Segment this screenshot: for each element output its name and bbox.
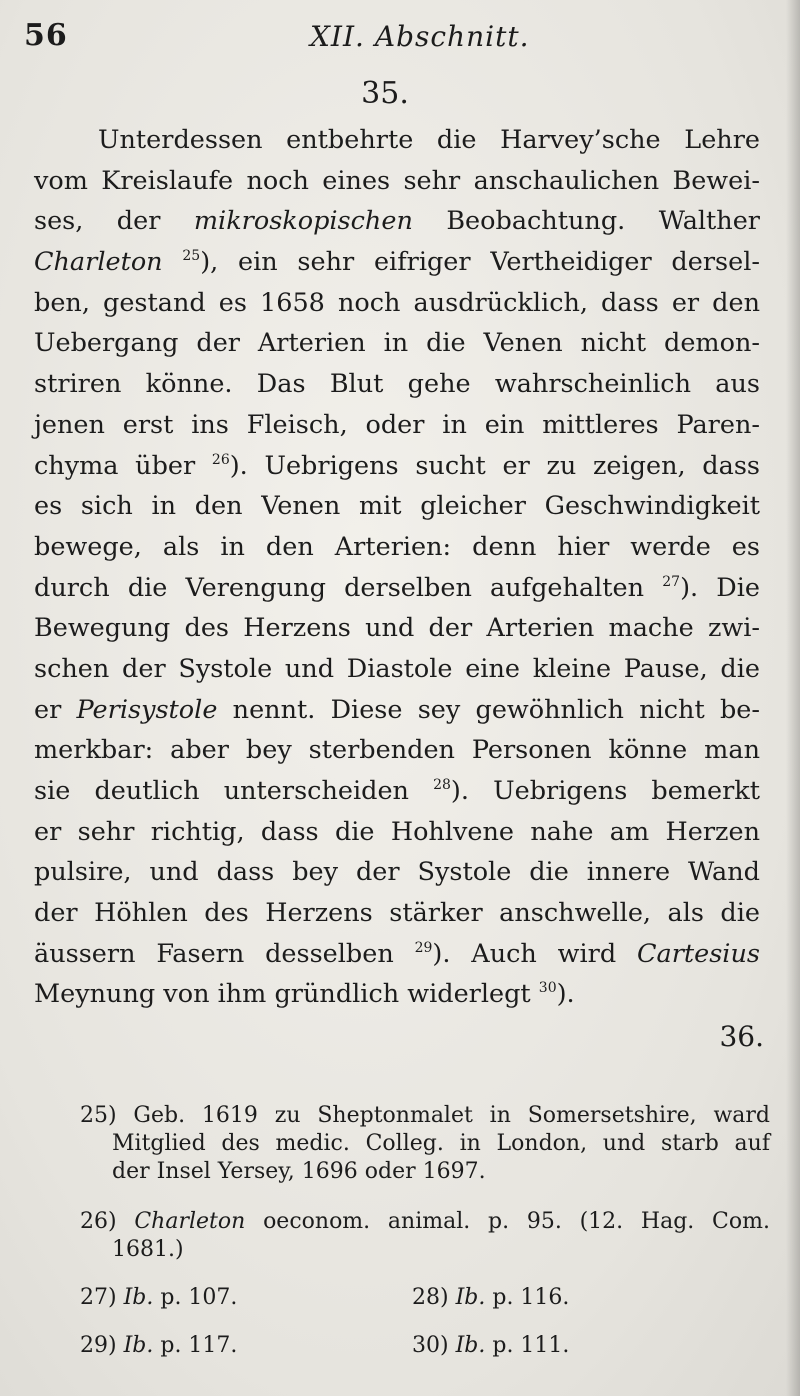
footnote-ref: p. 116. [492, 1285, 570, 1310]
text-line: Unterdessen entbehrte die Harvey’sche Lehre [98, 125, 760, 155]
page-number: 56 [24, 18, 68, 53]
text-line: striren könne. Das Blut gehe wahrscheinlich aus [34, 369, 760, 400]
footnote-ref-marker: 27 [662, 573, 681, 590]
text-line: chyma über $^{26}$). Uebrigens sucht er zu zeigen, dass [34, 450, 760, 481]
footnote-marker: 26) [80, 1209, 117, 1234]
footnote-line [80, 1102, 770, 1130]
footnote-27 [80, 1284, 237, 1312]
text-line: pulsire, und dass bey der Systole die innere Wand [34, 857, 760, 888]
text-line: merkbar: aber bey sterbenden Personen könne man [34, 735, 760, 766]
footnote-ibid: Ib. [123, 1285, 154, 1310]
italic-term: Cartesius [636, 938, 760, 969]
footnote-ref: p. 111. [492, 1333, 570, 1358]
footnote-row [80, 1332, 770, 1360]
footnote-marker: 29) [80, 1333, 117, 1358]
footnote-28 [412, 1284, 569, 1312]
text-line: er Perisystole nennt. Diese sey gewöhnlich nicht be- [34, 694, 760, 725]
text-line: äussern Fasern desselben $^{29}$). Auch wird Cartesius [34, 938, 760, 969]
footnote-line [80, 1208, 770, 1236]
text-line: er sehr richtig, dass die Hohlvene nahe am Herzen [34, 816, 760, 847]
footnote-26 [80, 1208, 770, 1264]
text-line: bewege, als in den Arterien: denn hier werde es [34, 531, 760, 562]
italic-term: Charleton [34, 247, 163, 278]
next-section-number: 36. [719, 1020, 764, 1053]
italic-term: mikroskopischen [193, 206, 413, 237]
footnote-line: der Insel Yersey, 1696 oder 1697. [112, 1159, 486, 1184]
footnote-ibid: Ib. [123, 1333, 154, 1358]
footnote-ref-marker: 30 [538, 980, 557, 997]
page-edge-shadow [786, 0, 800, 1396]
footnote-29 [80, 1332, 237, 1360]
footnote-30 [412, 1332, 569, 1360]
footnotes [80, 1102, 770, 1360]
page-header [22, 18, 778, 58]
text-line: es sich in den Venen mit gleicher Geschwindigkeit [34, 491, 760, 522]
footnote-ref: p. 107. [160, 1285, 238, 1310]
text-line: jenen erst ins Fleisch, oder in ein mittleres Paren- [34, 409, 760, 440]
text-line: ses, der mikroskopischen Beobachtung. Walther [34, 206, 760, 237]
footnote-marker: 25) [80, 1103, 117, 1128]
running-head: XII. Abschnitt. [310, 20, 530, 53]
footnote-marker: 27) [80, 1285, 117, 1310]
footnote-ref-marker: 25 [182, 248, 201, 265]
footnote-text: Geb. 1619 zu Sheptonmalet in Somersetshire, ward [133, 1103, 770, 1128]
footnote-line: 1681.) [112, 1237, 184, 1262]
footnote-ibid: Ib. [455, 1333, 486, 1358]
footnote-ref-marker: 28 [433, 777, 451, 793]
text-line: der Höhlen des Herzens stärker anschwelle, als die [34, 898, 760, 929]
footnote-text: oeconom. animal. p. 95. (12. Hag. Com. [263, 1209, 770, 1234]
footnote-ref: p. 117. [160, 1333, 238, 1358]
text-line: durch die Verengung derselben aufgehalten $^{27}$). Die [34, 572, 760, 603]
text-line: Charleton $^{25}$), ein sehr eifriger Vertheidiger dersel- [34, 247, 760, 278]
footnote-marker: 28) [412, 1285, 449, 1310]
text-line: Bewegung des Herzens und der Arterien mache zwi- [34, 613, 760, 644]
body-text [34, 120, 760, 1015]
text-line: ben, gestand es 1658 noch ausdrücklich, dass er den [34, 287, 760, 318]
section-number: 35. [361, 76, 409, 111]
text-line: Meynung von ihm gründlich widerlegt $^{30}$). [34, 979, 575, 1010]
footnote-line: Mitglied des medic. Colleg. in London, und starb auf [112, 1131, 770, 1156]
footnote-25 [80, 1102, 770, 1186]
italic-term: Perisystole [76, 694, 218, 725]
footnote-author: Charleton [134, 1209, 246, 1234]
text-line: sie deutlich unterscheiden $^{28}$). Uebrigens bemerkt [34, 776, 760, 806]
footnote-row [80, 1284, 770, 1312]
footnote-ibid: Ib. [455, 1285, 486, 1310]
text-line: vom Kreislaufe noch eines sehr anschaulichen Bewei- [34, 165, 760, 196]
text-line: schen der Systole und Diastole eine kleine Pause, die [34, 653, 760, 684]
footnote-ref-marker: 26 [211, 451, 230, 468]
footnote-marker: 30) [412, 1333, 449, 1358]
text-line: Uebergang der Arterien in die Venen nicht demon- [34, 328, 760, 359]
footnote-ref-marker: 29 [414, 939, 433, 956]
